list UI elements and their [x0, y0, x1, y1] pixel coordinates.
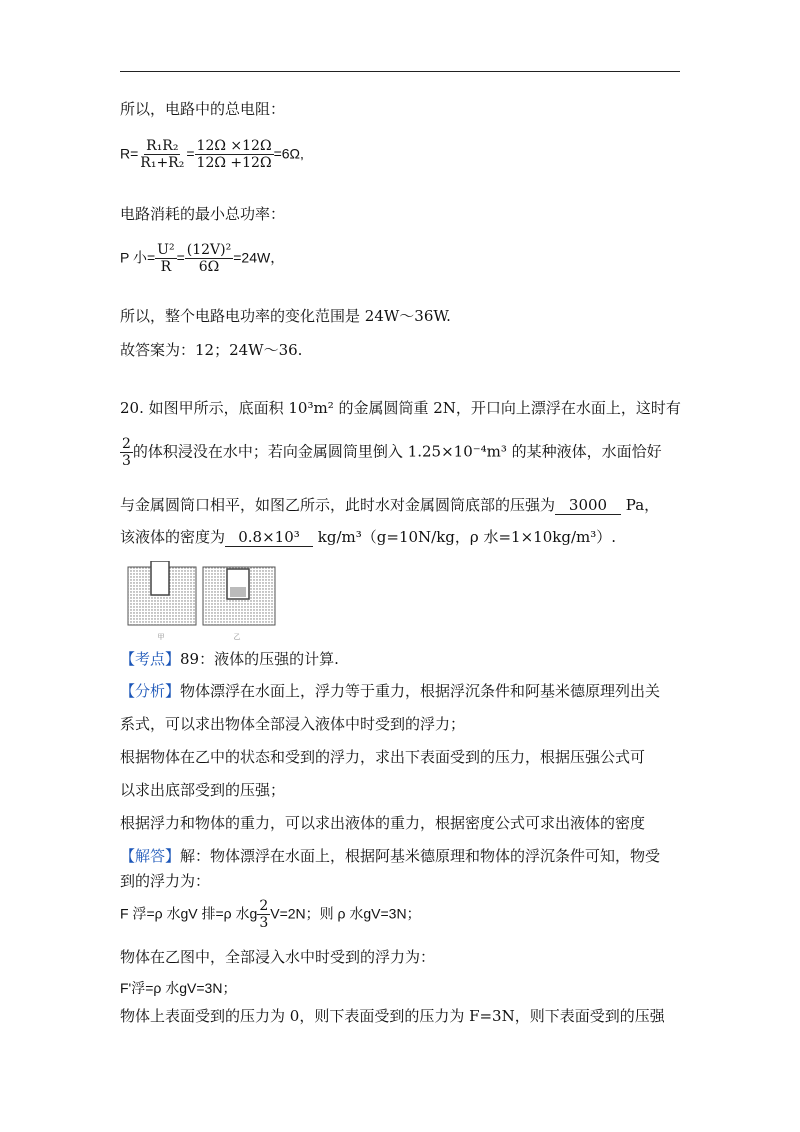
question-text: 该液体的密度为 — [120, 528, 226, 546]
fenxi-line: 系式，可以求出物体全部浸入液体中时受到的浮力； — [120, 715, 466, 733]
numerator: (12V)² — [186, 242, 232, 258]
question-text: 与金属圆筒口相平，如图乙所示，此时水对金属圆筒底部的压强为 — [120, 496, 556, 514]
fenxi-text: 物体漂浮在水面上，浮力等于重力，根据浮沉条件和阿基米德原理列出关 — [180, 682, 661, 700]
question-line: 20. 如图甲所示，底面积 10³m² 的金属圆筒重 2N，开口向上漂浮在水面上，这时有 — [120, 399, 681, 417]
fenxi-line: 根据浮力和物体的重力，可以求出液体的重力，根据密度公式可求出液体的密度 — [120, 814, 646, 832]
formula-lhs: P 小= — [120, 249, 156, 266]
denominator: R — [160, 259, 172, 276]
fraction — [185, 242, 233, 275]
fenxi-line — [120, 680, 660, 701]
jieda-line: 物体在乙图中，全部浸入水中时受到的浮力为： — [120, 948, 436, 966]
jieda-line: 到的浮力为： — [120, 872, 211, 890]
fraction — [155, 242, 176, 275]
figure-label-right: 乙 — [233, 633, 241, 641]
jieda-text: 解：物体漂浮在水面上，根据阿基米德原理和物体的浮沉条件可知，物受 — [180, 847, 661, 865]
formula-buoyancy — [120, 898, 421, 931]
kaodian-text: 89：液体的压强的计算. — [180, 650, 339, 668]
question-text: kg/m³（g=10N/kg，ρ 水=1×10kg/m³）. — [317, 528, 617, 546]
numerator: R₁R₂ — [146, 138, 179, 154]
figure-panel-left — [128, 561, 196, 625]
fraction — [257, 898, 270, 931]
formula-part: F 浮=ρ 水gV 排=ρ 水g — [120, 905, 258, 922]
question-text: 的体积浸没在水中；若向金属圆筒里倒入 1.25×10⁻⁴m³ 的某种液体，水面恰好 — [132, 442, 662, 461]
question-line — [120, 436, 662, 469]
fenxi-line: 以求出底部受到的压强； — [120, 781, 286, 799]
figure-panel-right — [203, 567, 275, 625]
question-line — [120, 494, 659, 515]
fraction — [120, 436, 133, 469]
formula-buoyancy-full: F'浮=ρ 水gV=3N； — [120, 980, 237, 996]
fenxi-line: 根据物体在乙中的状态和受到的浮力，求出下表面受到的压力，根据压强公式可 — [120, 748, 646, 766]
fraction — [195, 138, 274, 171]
numerator: 2 — [259, 898, 269, 914]
formula-total-resistance: R= $\frac{\text{R₁R₂}}{\text{R₁+R₂}}$ = $\frac{12\Omega \times 12\Omega}{12\Omega +12\Omega}$ =6Ω, — [120, 138, 304, 172]
denominator: 6Ω — [198, 259, 220, 276]
formula-rhs: =6Ω, — [273, 145, 304, 162]
figure-label-left: 甲 — [157, 633, 165, 641]
denominator: R₁+R₂ — [140, 155, 185, 172]
formula-part: V=2N；则 ρ 水gV=3N； — [270, 905, 421, 922]
question-line — [120, 526, 616, 547]
denominator: 3 — [259, 915, 269, 932]
jieda-tag: 【解答】 — [120, 847, 181, 865]
text-line: 电路消耗的最小总功率： — [120, 205, 286, 223]
jieda-line: 物体上表面受到的压力为 0，则下表面受到的压力为 F=3N，则下表面受到的压强 — [120, 1007, 665, 1025]
header-rule — [120, 71, 680, 72]
question-text: Pa， — [625, 496, 660, 514]
numerator: 12Ω ×12Ω — [196, 138, 272, 154]
kaodian-line — [120, 648, 339, 669]
text-line: 所以，整个电路电功率的变化范围是 24W～36W. — [120, 307, 451, 325]
formula-lhs: R= — [120, 145, 139, 162]
jieda-line — [120, 845, 660, 866]
answer-blank: 3000 — [555, 496, 621, 515]
formula-rhs: =24W， — [233, 249, 285, 266]
numerator: U² — [157, 242, 175, 258]
kaodian-tag: 【考点】 — [120, 650, 181, 668]
denominator: 12Ω +12Ω — [196, 155, 272, 172]
text-line: 故答案为：12；24W～36. — [120, 341, 303, 359]
answer-blank: 0.8×10³ — [225, 528, 313, 547]
formula-min-power: P 小= $\frac{\text{U²}}{R}$ = $\frac{\text{(12V)²}}{6\Omega}$ =24W， — [120, 242, 285, 276]
fenxi-tag: 【分析】 — [120, 682, 181, 700]
denominator: 3 — [122, 453, 131, 470]
numerator: 2 — [122, 436, 131, 452]
text-line: 所以，电路中的总电阻： — [120, 100, 286, 118]
figure-cylinder-diagram — [127, 561, 297, 641]
fraction — [138, 138, 186, 171]
